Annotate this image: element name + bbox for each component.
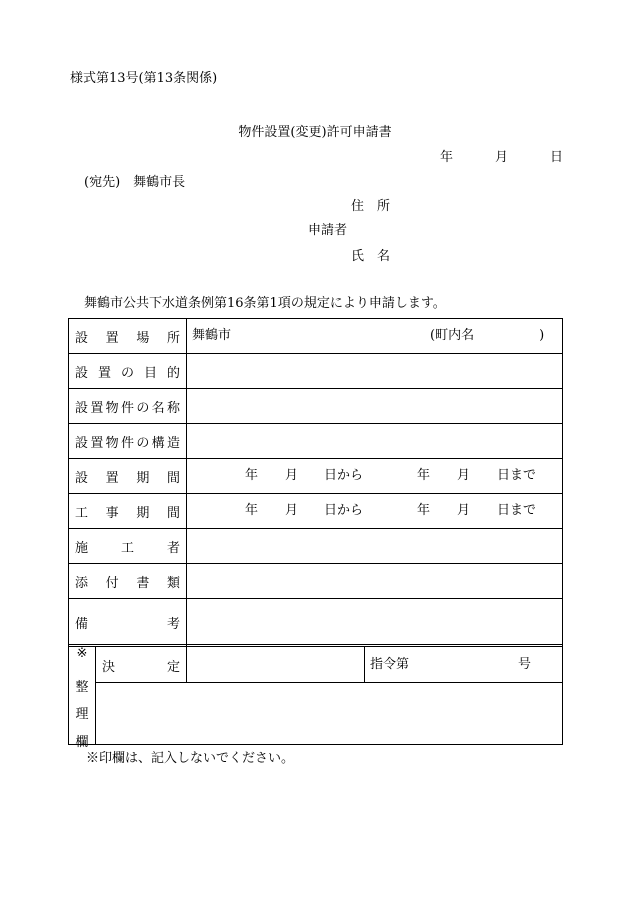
installation-from-year: 年 bbox=[245, 468, 259, 483]
order-number-suffix: 号 bbox=[518, 657, 532, 672]
row-label-installation-period: 設 置 期 間 bbox=[75, 470, 180, 486]
row-divider bbox=[68, 493, 563, 494]
date-month-label: 月 bbox=[495, 150, 509, 165]
location-city: 舞鶴市 bbox=[192, 328, 232, 343]
row-label-object-name: 設 置 物 件 の 名 称 bbox=[75, 400, 180, 416]
construction-from-day: 日から bbox=[324, 503, 364, 518]
row-divider bbox=[95, 682, 563, 683]
construction-to-day: 日まで bbox=[497, 503, 537, 518]
row-divider bbox=[68, 458, 563, 459]
location-town-name: (町内名 ) bbox=[430, 328, 545, 343]
row-divider bbox=[68, 598, 563, 599]
form-number: 様式第13号(第13条関係) bbox=[70, 71, 218, 86]
decision-label: 決 定 bbox=[102, 659, 180, 675]
order-number-label: 指令第 bbox=[370, 657, 410, 672]
row-label-object-structure: 設 置 物 件 の 構 造 bbox=[75, 435, 180, 451]
row-divider bbox=[68, 563, 563, 564]
installation-to-day: 日まで bbox=[497, 468, 537, 483]
row-label-remarks: 備 考 bbox=[75, 616, 180, 632]
installation-to-year: 年 bbox=[417, 468, 431, 483]
column-divider bbox=[186, 646, 187, 682]
construction-to-year: 年 bbox=[417, 503, 431, 518]
column-divider bbox=[364, 646, 365, 682]
construction-to-month: 月 bbox=[457, 503, 471, 518]
row-label-attachments: 添 付 書 類 bbox=[75, 575, 180, 591]
row-divider bbox=[68, 423, 563, 424]
addressee: (宛先) 舞鶴市長 bbox=[84, 175, 186, 190]
row-divider bbox=[68, 528, 563, 529]
footnote: ※印欄は、記入しないでください。 bbox=[86, 751, 295, 766]
construction-from-year: 年 bbox=[245, 503, 259, 518]
row-label-purpose: 設 置 の 目 的 bbox=[75, 365, 180, 381]
row-divider bbox=[68, 646, 563, 647]
intro-statement: 舞鶴市公共下水道条例第16条第1項の規定により申請します。 bbox=[84, 296, 446, 311]
applicant-label: 申請者 bbox=[308, 223, 348, 238]
date-year-label: 年 bbox=[440, 150, 454, 165]
installation-from-month: 月 bbox=[285, 468, 299, 483]
installation-to-month: 月 bbox=[457, 468, 471, 483]
address-label: 住 所 bbox=[351, 199, 391, 214]
column-divider bbox=[186, 318, 187, 646]
row-label-location: 設 置 場 所 bbox=[75, 330, 180, 346]
note-mark-asterisk: ※ bbox=[76, 646, 88, 661]
document-title: 物件設置(変更)許可申請書 bbox=[238, 125, 392, 140]
construction-from-month: 月 bbox=[285, 503, 299, 518]
date-day-label: 日 bbox=[550, 150, 564, 165]
note-mark-char: 欄 bbox=[75, 735, 89, 750]
name-label: 氏 名 bbox=[351, 249, 391, 264]
note-mark-char: 理 bbox=[75, 707, 89, 722]
installation-from-day: 日から bbox=[324, 468, 364, 483]
column-divider bbox=[95, 646, 96, 745]
row-divider bbox=[68, 353, 563, 354]
application-table bbox=[68, 318, 563, 745]
note-mark-char: 整 bbox=[75, 680, 89, 695]
row-divider bbox=[68, 388, 563, 389]
row-label-construction-period: 工 事 期 間 bbox=[75, 505, 180, 521]
row-label-contractor: 施 工 者 bbox=[75, 540, 180, 556]
row-divider bbox=[68, 644, 563, 645]
